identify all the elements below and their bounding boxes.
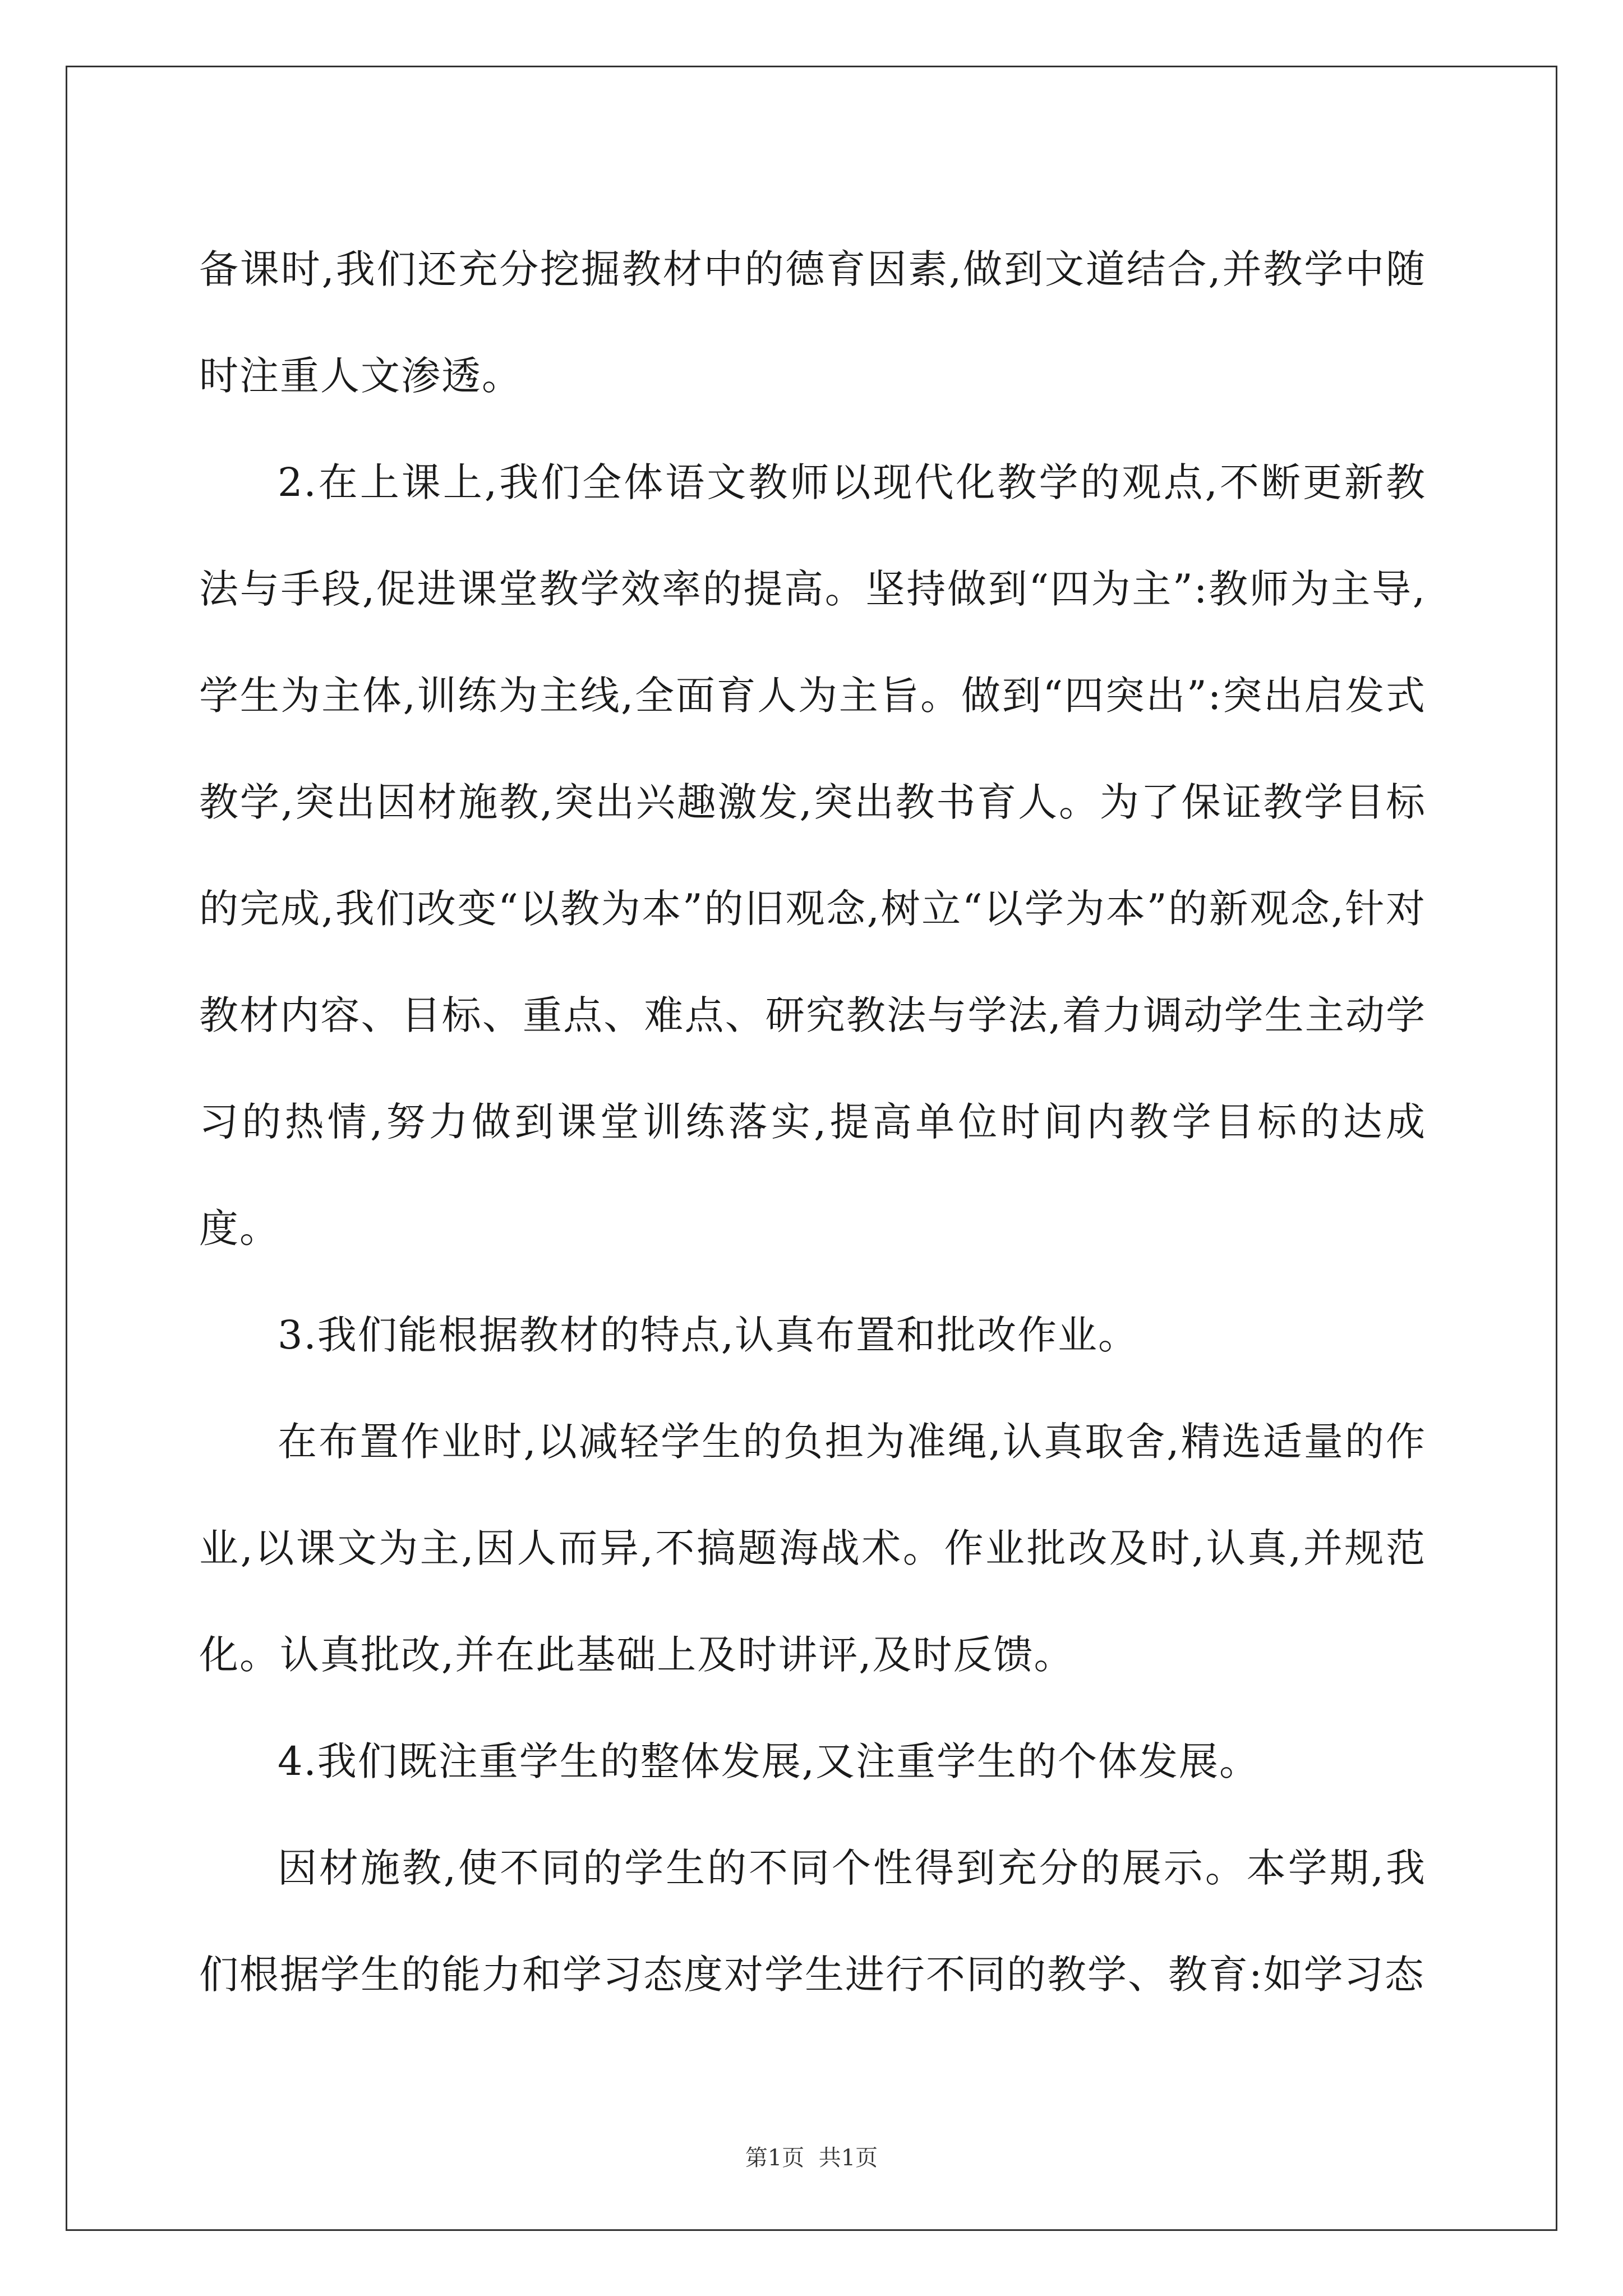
paragraph-6: 因材施教,使不同的学生的不同个性得到充分的展示。本学期,我们根据学生的能力和学习态度对学生进行不同的教学、教育:如学习态 [199, 1845, 1426, 1998]
page-frame [66, 66, 1557, 2231]
paragraph-4: 在布置作业时,以减轻学生的负担为准绳,认真取舍,精选适量的作业,以课文为主,因人而异,不搞题海战术。作业批改及时,认真,并规范化。认真批改,并在此基础上及时讲评,及时反馈。 [199, 1419, 1426, 1678]
paragraph-3: 3.我们能根据教材的特点,认真布置和批改作业。 [278, 1312, 1139, 1358]
document-body [67, 67, 1556, 2229]
page-footer: 第1页 共1页 [745, 2145, 878, 2171]
paragraph-2: 2.在上课上,我们全体语文教师以现代化教学的观点,不断更新教法与手段,促进课堂教学效率的提高。坚持做到“四为主”:教师为主导,学生为主体,训练为主线,全面育人为主旨。做到“四突出”:突出启发式教学,突出因材施教,突出兴趣激发,突出教书育人。为了保证教学目标的完成,我们改变“以教为本”的旧观念,树立“以学为本”的新观念,针对教材内容、目标、重点、难点、研究教法与学法,着力调动学生主动学习的热情,努力做到课堂训练落实,提高单位时间内教学目标的达成度。 [199, 459, 1426, 1251]
paragraph-1: 备课时,我们还充分挖掘教材中的德育因素,做到文道结合,并教学中随时注重人文渗透。 [199, 246, 1426, 399]
paragraph-5: 4.我们既注重学生的整体发展,又注重学生的个体发展。 [278, 1738, 1260, 1784]
